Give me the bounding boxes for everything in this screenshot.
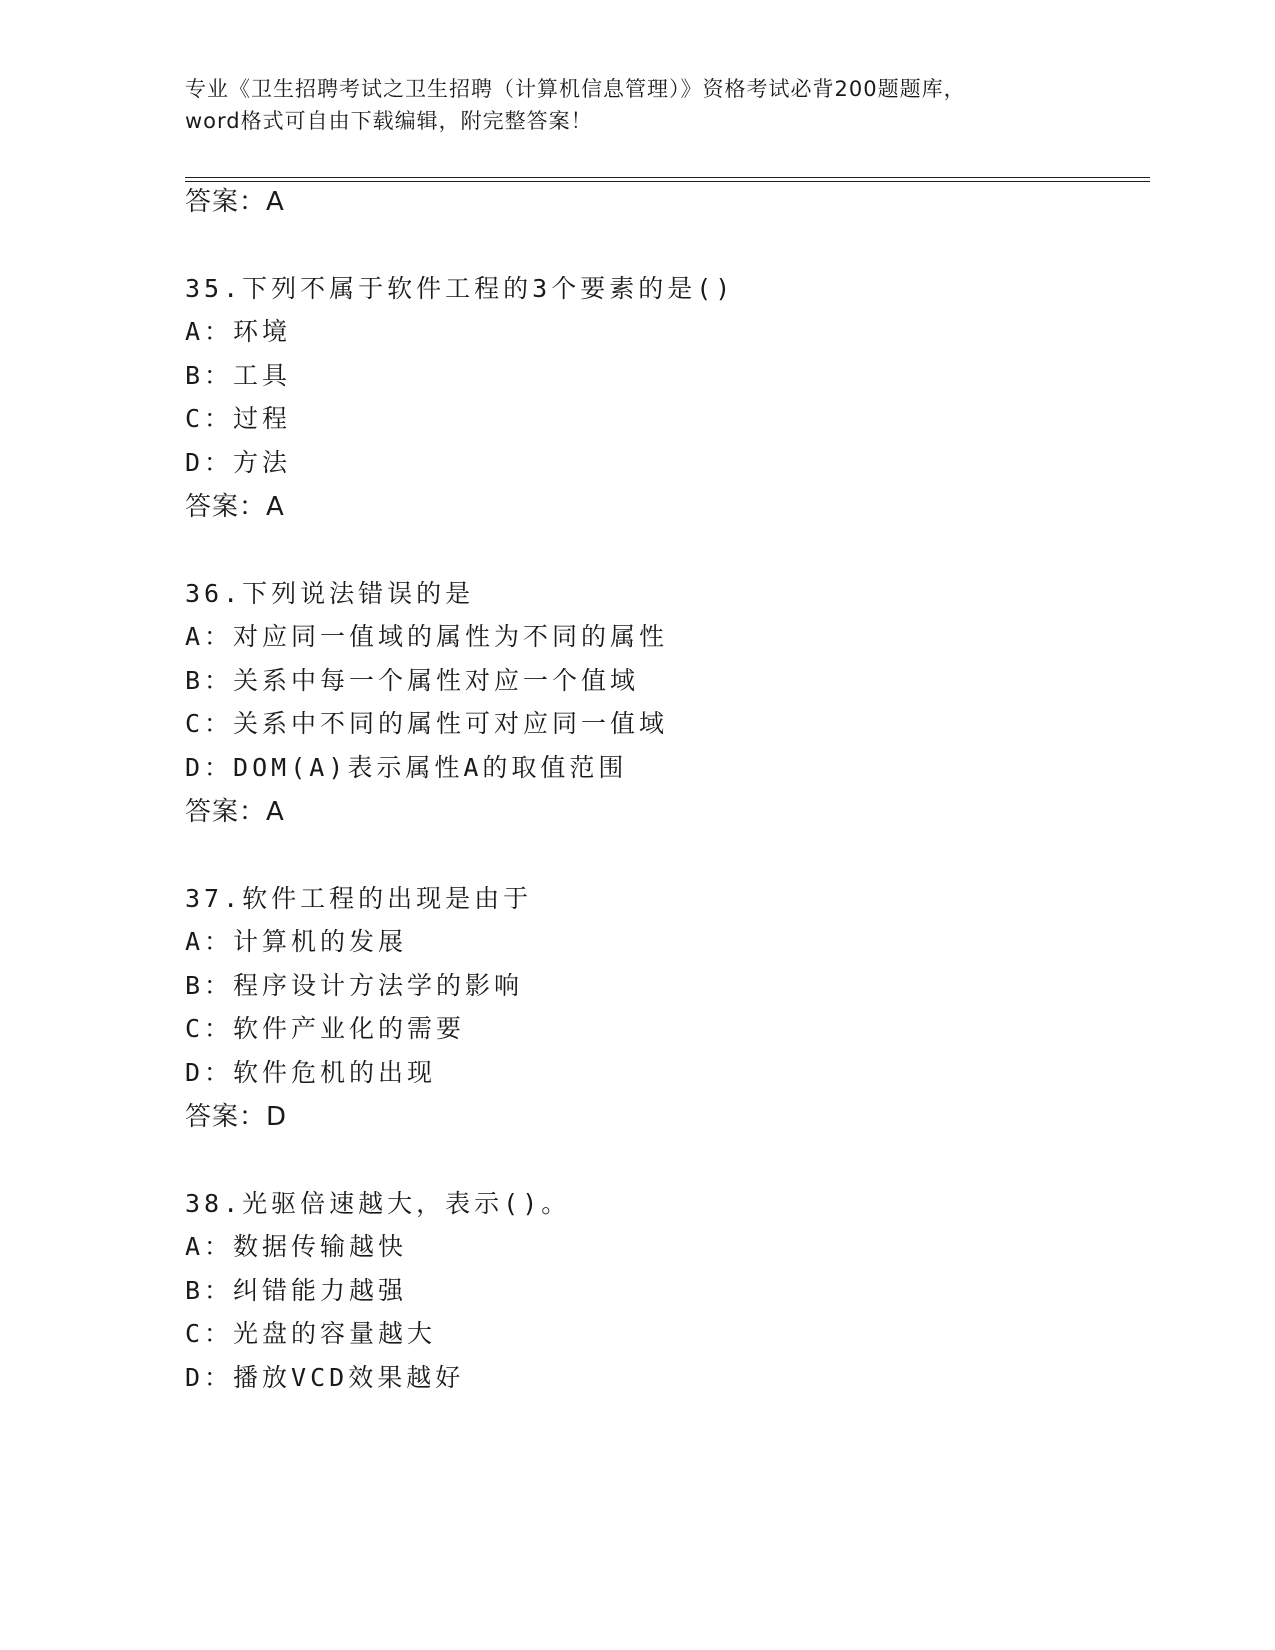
question-37-option-a: A：计算机的发展 <box>185 927 408 956</box>
question-36-option-d: D：DOM(A)表示属性A的取值范围 <box>185 753 628 782</box>
previous-answer: 答案：A <box>185 187 285 217</box>
question-35-answer: 答案：A <box>185 492 285 522</box>
question-38-stem: 38.光驱倍速越大，表示()。 <box>185 1189 571 1218</box>
question-37-answer: 答案：D <box>185 1102 288 1132</box>
question-35-stem: 35.下列不属于软件工程的3个要素的是() <box>185 274 735 303</box>
document-header <box>185 73 1085 137</box>
question-35-option-a: A：环境 <box>185 317 292 346</box>
question-37-option-c: C：软件产业化的需要 <box>185 1014 466 1043</box>
header-line-1: 专业《卫生招聘考试之卫生招聘（计算机信息管理）》资格考试必背200题题库， <box>185 77 966 101</box>
question-35-option-b: B：工具 <box>185 361 292 390</box>
question-38-option-c: C：光盘的容量越大 <box>185 1319 437 1348</box>
header-divider-top <box>185 177 1150 178</box>
header-line-2: word格式可自由下载编辑，附完整答案！ <box>185 109 593 133</box>
question-37-option-b: B：程序设计方法学的影响 <box>185 971 524 1000</box>
question-38-option-a: A：数据传输越快 <box>185 1232 408 1261</box>
question-36-option-c: C：关系中不同的属性可对应同一值域 <box>185 709 669 738</box>
question-36-stem: 36.下列说法错误的是 <box>185 579 475 608</box>
question-38-option-b: B：纠错能力越强 <box>185 1276 408 1305</box>
question-36-answer: 答案：A <box>185 797 285 827</box>
question-36-option-a: A：对应同一值域的属性为不同的属性 <box>185 622 669 651</box>
question-35-option-d: D：方法 <box>185 448 292 477</box>
header-divider-bottom <box>185 181 1150 182</box>
question-36-option-b: B：关系中每一个属性对应一个值域 <box>185 666 640 695</box>
question-37-stem: 37.软件工程的出现是由于 <box>185 884 533 913</box>
question-37-option-d: D：软件危机的出现 <box>185 1058 437 1087</box>
question-35-option-c: C：过程 <box>185 404 292 433</box>
question-38-option-d: D：播放VCD效果越好 <box>185 1363 465 1392</box>
